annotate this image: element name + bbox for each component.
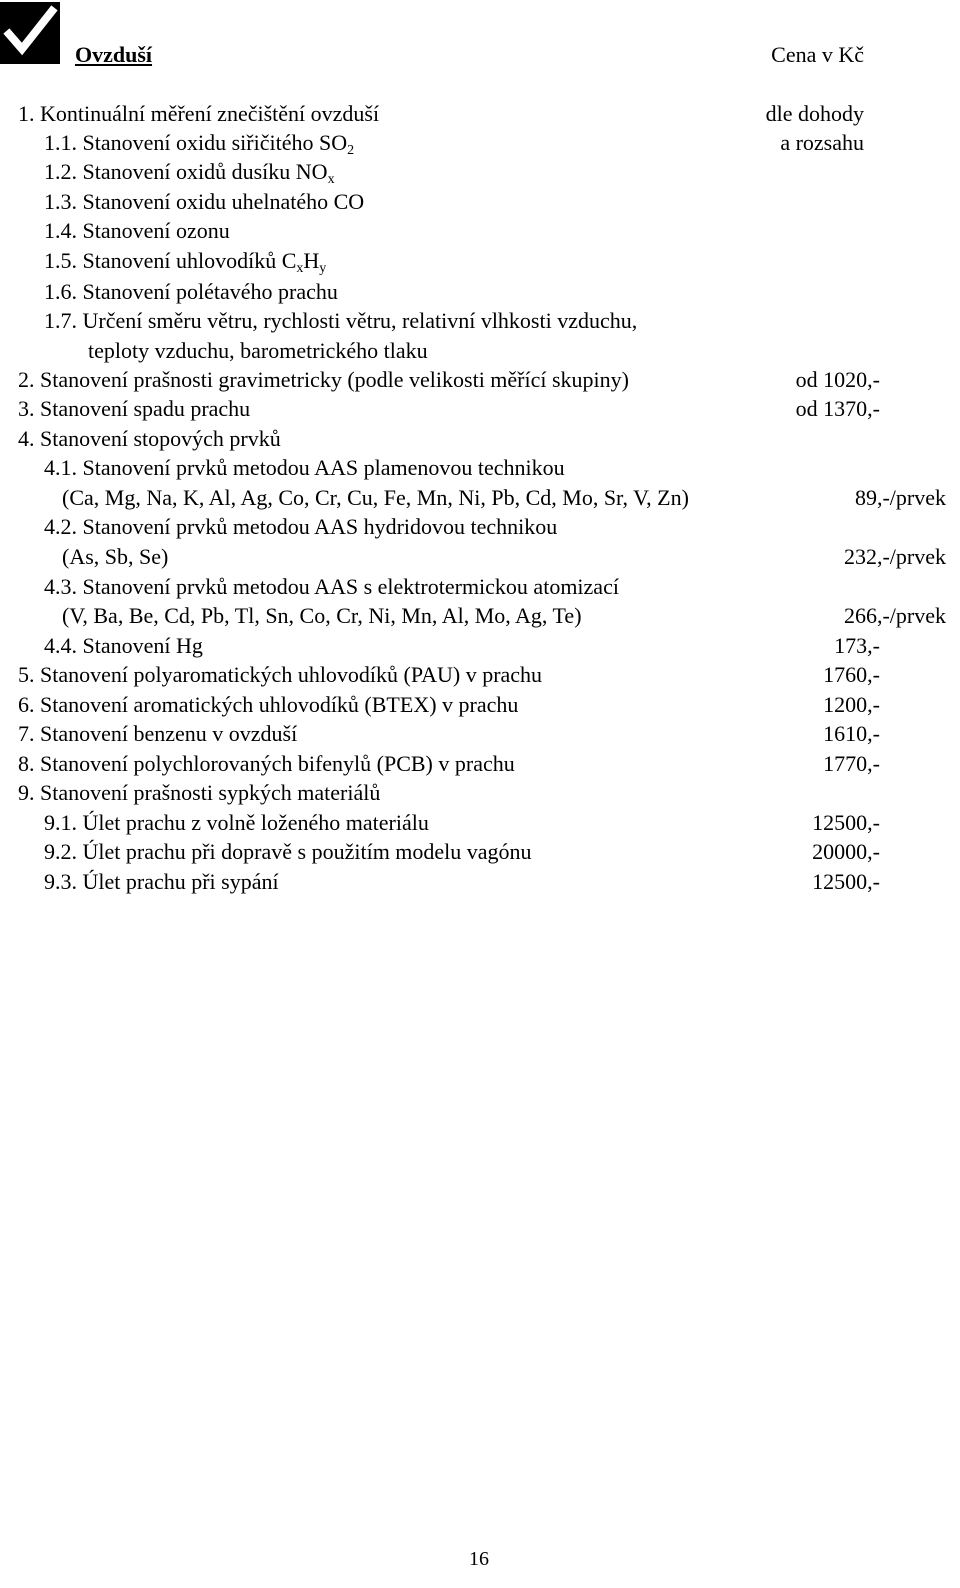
item-1-2: 1.2. Stanovení oxidů dusíku $NO_x$	[44, 159, 335, 187]
item-4-1-elements: (Ca, Mg, Na, K, Al, Ag, Co, Cr, Cu, Fe, Mn, Ni, Pb, Cd, Mo, Sr, V, Zn)	[62, 485, 689, 510]
item-9: 9. Stanovení prašnosti sypkých materiálů	[18, 780, 381, 805]
item-8-price: 1770,-	[823, 751, 880, 776]
item-4-1: 4.1. Stanovení prvků metodou AAS plamenovou technikou	[44, 455, 565, 480]
item-8: 8. Stanovení polychlorovaných bifenylů (PCB) v prachu	[18, 751, 515, 776]
item-9-2: 9.2. Úlet prachu při dopravě s použitím modelu vagónu	[44, 839, 532, 864]
item-4-3-elements: (V, Ba, Be, Cd, Pb, Tl, Sn, Co, Cr, Ni, Mn, Al, Mo, Ag, Te)	[62, 603, 582, 628]
item-4-2: 4.2. Stanovení prvků metodou AAS hydridovou technikou	[44, 514, 558, 539]
item-1-1: 1.1. Stanovení oxidu siřičitého $SO_2$	[44, 130, 355, 158]
item-9-3: 9.3. Úlet prachu při sypání	[44, 869, 279, 894]
item-2: 2. Stanovení prašnosti gravimetricky (podle velikosti měřící skupiny)	[18, 367, 629, 392]
item-4-2-price: 232,-/prvek	[843, 544, 946, 569]
checkbox-checked-icon	[0, 2, 60, 64]
item-1-7-continued: teploty vzduchu, barometrického tlaku	[88, 338, 428, 363]
item-4-3: 4.3. Stanovení prvků metodou AAS s elektrotermickou atomizací	[44, 574, 619, 599]
item-1-price: dle dohody	[765, 101, 864, 126]
price-column-header: Cena v Kč	[771, 42, 864, 67]
item-1-5: 1.5. Stanovení uhlovodíků $C_xH_y$	[44, 248, 327, 276]
item-4-4-price: 173,-	[834, 633, 880, 658]
item-5: 5. Stanovení polyaromatických uhlovodíků (PAU) v prachu	[18, 662, 543, 687]
item-1-1-price: a rozsahu	[780, 130, 864, 155]
item-2-price: od 1020,-	[795, 367, 880, 392]
item-9-1: 9.1. Úlet prachu z volně loženého materiálu	[44, 810, 429, 835]
item-3: 3. Stanovení spadu prachu	[18, 396, 251, 421]
item-9-3-price: 12500,-	[812, 869, 880, 894]
item-1-6: 1.6. Stanovení polétavého prachu	[44, 279, 338, 304]
item-5-price: 1760,-	[823, 662, 880, 687]
item-7: 7. Stanovení benzenu v ovzduší	[18, 721, 298, 746]
item-3-price: od 1370,-	[795, 396, 880, 421]
item-1-4: 1.4. Stanovení ozonu	[44, 218, 230, 243]
item-1-3: 1.3. Stanovení oxidu uhelnatého CO	[44, 189, 365, 214]
item-7-price: 1610,-	[823, 721, 880, 746]
section-title: Ovzduší	[75, 42, 153, 67]
item-6: 6. Stanovení aromatických uhlovodíků (BTEX) v prachu	[18, 692, 519, 717]
item-9-1-price: 12500,-	[812, 810, 880, 835]
item-1: 1. Kontinuální měření znečištění ovzduší	[18, 101, 380, 126]
item-4-2-elements: (As, Sb, Se)	[62, 544, 169, 569]
item-4: 4. Stanovení stopových prvků	[18, 426, 281, 451]
page-number: 16	[469, 1548, 489, 1570]
item-4-3-price: 266,-/prvek	[843, 603, 946, 628]
item-4-1-price: 89,-/prvek	[854, 485, 946, 510]
item-6-price: 1200,-	[823, 692, 880, 717]
item-9-2-price: 20000,-	[812, 839, 880, 864]
item-4-4: 4.4. Stanovení Hg	[44, 633, 203, 658]
item-1-7: 1.7. Určení směru větru, rychlosti větru, relativní vlhkosti vzduchu,	[44, 308, 638, 333]
